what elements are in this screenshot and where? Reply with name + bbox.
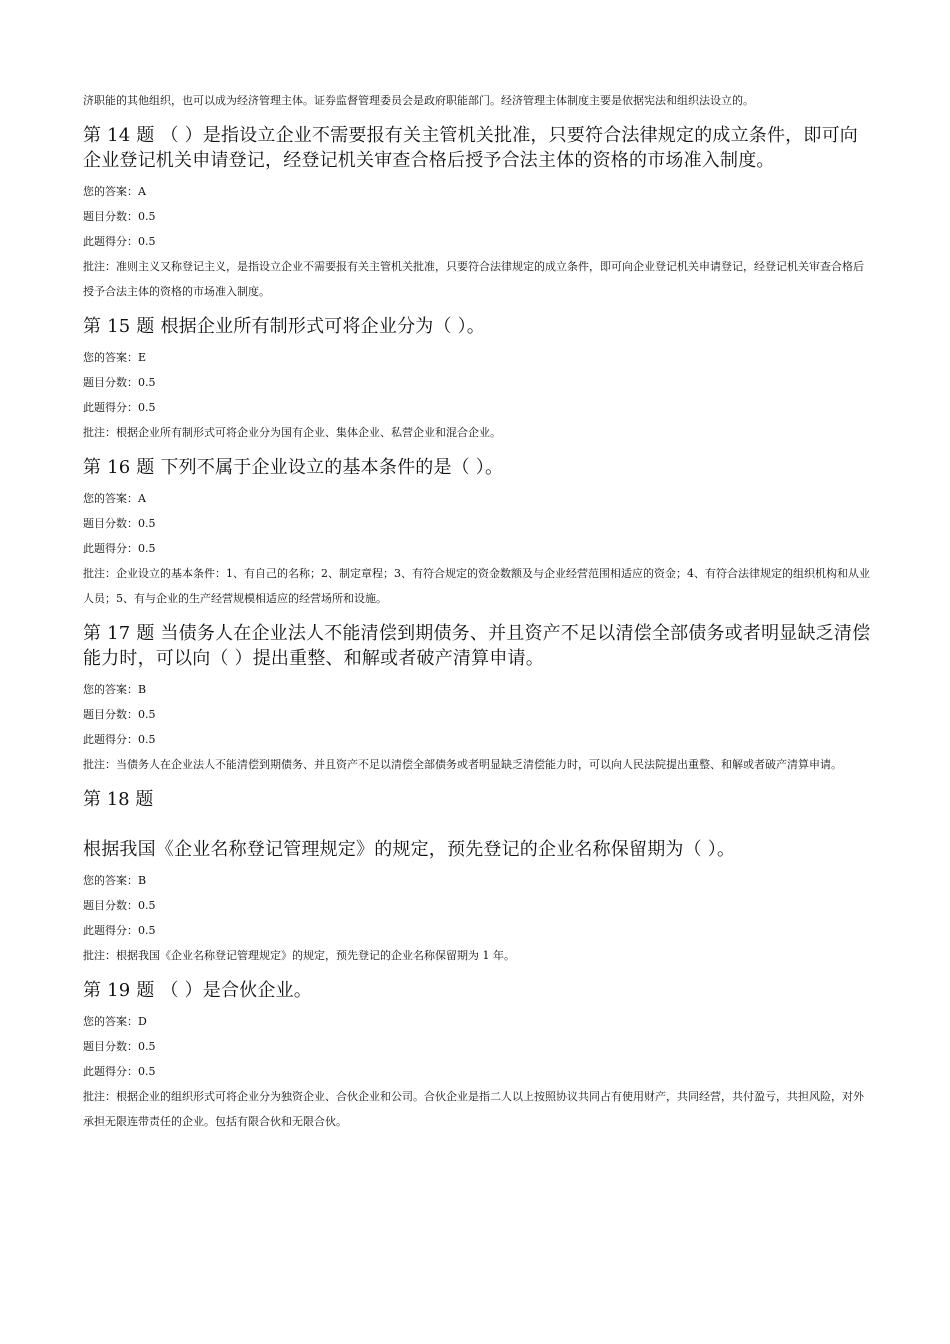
question-score: 此题得分：0.5: [83, 1065, 156, 1078]
question-title: 根据我国《企业名称登记管理规定》的规定，预先登记的企业名称保留期为（ ）。: [83, 839, 736, 860]
question-title: 第 17 题 当债务人在企业法人不能清偿到期债务、并且资产不足以清偿全部债务或者明显缺乏清偿能力时，可以向（ ）提出重整、和解或者破产清算申请。: [83, 623, 871, 669]
question-points: 题目分数：0.5: [83, 1040, 156, 1053]
your-answer: 您的答案：E: [83, 351, 147, 364]
question-score: 此题得分：0.5: [83, 924, 156, 937]
question-15: [83, 314, 873, 445]
question-note: 批注：根据企业的组织形式可将企业分为独资企业、合伙企业和公司。合伙企业是指二人以上按照协议共同占有使用财产，共同经营，共付盈亏，共担风险，对外承担无限连带责任的企业。包括有限合伙和无限合伙。: [83, 1090, 864, 1128]
question-note: 批注：当债务人在企业法人不能清偿到期债务、并且资产不足以清偿全部债务或者明显缺乏清偿能力时，可以向人民法院提出重整、和解或者破产清算申请。: [83, 758, 842, 771]
question-points: 题目分数：0.5: [83, 708, 156, 721]
question-points: 题目分数：0.5: [83, 210, 156, 223]
question-note: 批注：根据我国《企业名称登记管理规定》的规定，预先登记的企业名称保留期为 1 年。: [83, 949, 515, 962]
question-title: 第 15 题 根据企业所有制形式可将企业分为（ ）。: [83, 316, 485, 337]
question-18: [83, 787, 873, 968]
your-answer: 您的答案：D: [83, 1015, 147, 1028]
question-note: 批注：根据企业所有制形式可将企业分为国有企业、集体企业、私营企业和混合企业。: [83, 426, 501, 439]
question-title: 第 14 题 （ ）是指设立企业不需要报有关主管机关批准，只要符合法律规定的成立条件，即可向企业登记机关申请登记，经登记机关审查合格后授予合法主体的资格的市场准入制度。: [83, 125, 858, 171]
question-19: [83, 978, 873, 1134]
question-note: 批注：准则主义又称登记主义，是指设立企业不需要报有关主管机关批准，只要符合法律规定的成立条件，即可向企业登记机关申请登记，经登记机关审查合格后授予合法主体的资格的市场准入制度。: [83, 260, 864, 298]
question-number: 第 18 题: [83, 789, 154, 810]
question-14: [83, 123, 873, 304]
your-answer: 您的答案：B: [83, 874, 147, 887]
question-points: 题目分数：0.5: [83, 517, 156, 530]
question-score: 此题得分：0.5: [83, 235, 156, 248]
document-page: [83, 88, 873, 1144]
question-title: 第 16 题 下列不属于企业设立的基本条件的是（ ）。: [83, 457, 504, 478]
question-score: 此题得分：0.5: [83, 733, 156, 746]
question-16: [83, 455, 873, 611]
question-score: 此题得分：0.5: [83, 401, 156, 414]
your-answer: 您的答案：B: [83, 683, 147, 696]
question-note: 批注：企业设立的基本条件：1、有自己的名称；2、制定章程；3、有符合规定的资金数额及与企业经营范围相适应的资金；4、有符合法律规定的组织机构和从业人员；5、有与企业的生产经营规模相适应的经营场所和设施。: [83, 567, 870, 605]
your-answer: 您的答案：A: [83, 185, 146, 198]
question-points: 题目分数：0.5: [83, 376, 156, 389]
question-17: [83, 621, 873, 777]
your-answer: 您的答案：A: [83, 492, 146, 505]
question-points: 题目分数：0.5: [83, 899, 156, 912]
lead-text: 济职能的其他组织，也可以成为经济管理主体。证券监督管理委员会是政府职能部门。经济管理主体制度主要是依据宪法和组织法设立的。: [83, 94, 754, 107]
question-score: 此题得分：0.5: [83, 542, 156, 555]
question-title: 第 19 题 （ ）是合伙企业。: [83, 980, 312, 1001]
